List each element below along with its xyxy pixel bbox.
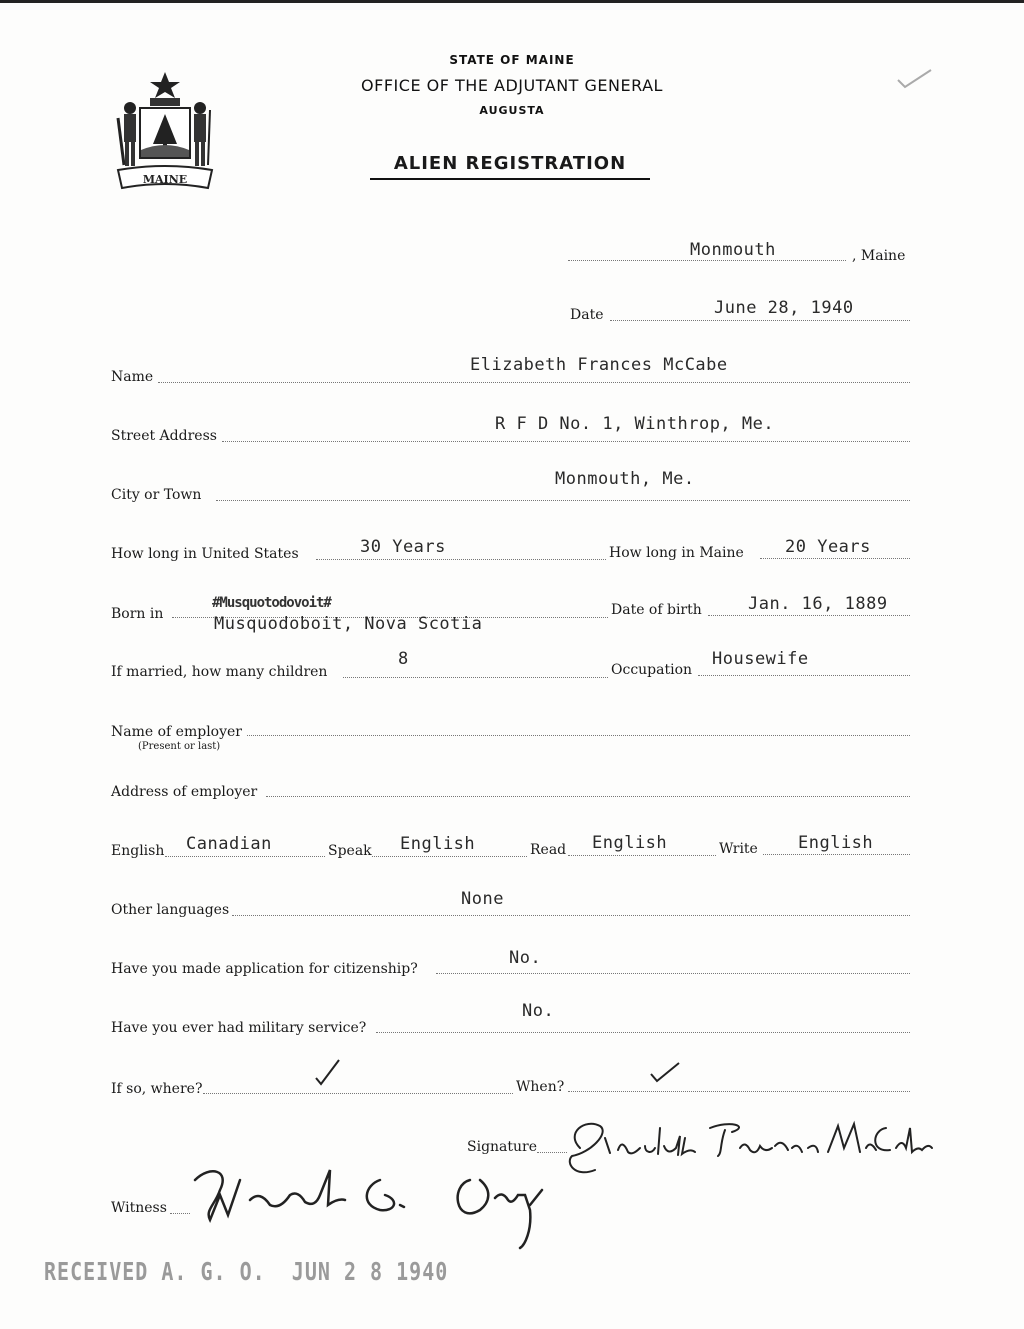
other-languages-label: Other languages <box>111 902 230 918</box>
name-label: Name <box>111 369 154 385</box>
when-label: When? <box>516 1079 565 1095</box>
location-line <box>568 260 846 261</box>
english-value: Canadian <box>186 834 272 854</box>
occupation-value: Housewife <box>712 649 809 669</box>
date-line <box>610 320 910 321</box>
speak-label: Speak <box>328 843 372 859</box>
children-value: 8 <box>398 649 409 669</box>
header-office: OFFICE OF THE ADJUTANT GENERAL <box>361 76 663 95</box>
read-line <box>568 855 716 856</box>
date-of-birth-line <box>708 615 910 616</box>
where-label: If so, where? <box>111 1081 203 1097</box>
city-line <box>216 500 910 501</box>
citizenship-value: No. <box>509 948 542 968</box>
street-label: Street Address <box>111 428 217 444</box>
witness-signature-handwriting <box>180 1150 570 1250</box>
military-label: Have you ever had military service? <box>111 1020 367 1036</box>
where-check-mark-icon <box>312 1058 342 1088</box>
other-languages-line <box>232 915 910 916</box>
children-label: If married, how many children <box>111 664 328 680</box>
write-line <box>763 854 910 855</box>
street-line <box>222 441 910 442</box>
employer-name-sublabel: (Present or last) <box>138 741 221 752</box>
speak-value: English <box>400 834 476 854</box>
when-line <box>568 1091 910 1092</box>
occupation-label: Occupation <box>611 662 693 678</box>
signature-label: Signature <box>467 1139 538 1155</box>
svg-text:MAINE: MAINE <box>142 173 188 186</box>
children-line <box>343 677 608 678</box>
received-stamp-text: RECEIVED A. G. O. <box>44 1256 266 1286</box>
born-in-value: Musquodoboit, Nova Scotia <box>214 614 483 634</box>
english-label: English <box>111 843 165 859</box>
employer-address-label: Address of employer <box>111 784 258 800</box>
how-long-us-label: How long in United States <box>111 546 299 562</box>
name-line <box>158 382 910 383</box>
employer-name-label: Name of employer <box>111 724 242 740</box>
date-of-birth-value: Jan. 16, 1889 <box>748 594 888 614</box>
date-of-birth-label: Date of birth <box>611 602 702 618</box>
speak-line <box>372 856 527 857</box>
born-in-label: Born in <box>111 606 164 622</box>
english-line <box>165 856 325 857</box>
date-label: Date <box>570 307 604 323</box>
when-check-mark-icon <box>648 1060 682 1086</box>
other-languages-value: None <box>461 889 504 909</box>
read-value: English <box>592 833 668 853</box>
military-line <box>376 1032 910 1033</box>
form-title: ALIEN REGISTRATION <box>370 153 650 180</box>
where-line <box>203 1093 513 1094</box>
citizenship-line <box>436 973 910 974</box>
received-stamp-date: JUN 2 8 1940 <box>291 1256 449 1286</box>
occupation-line <box>698 675 910 676</box>
read-label: Read <box>530 842 567 858</box>
military-value: No. <box>522 1001 555 1021</box>
how-long-maine-line <box>760 558 910 559</box>
employer-address-line <box>266 796 910 797</box>
header-city: AUGUSTA <box>479 104 545 117</box>
city-label: City or Town <box>111 487 202 503</box>
location-label: , Maine <box>852 248 906 264</box>
street-value: R F D No. 1, Winthrop, Me. <box>495 414 775 434</box>
signature-handwriting <box>560 1108 940 1188</box>
how-long-maine-label: How long in Maine <box>609 545 744 561</box>
write-value: English <box>798 833 874 853</box>
received-stamp <box>44 1256 448 1286</box>
employer-name-line <box>247 735 910 736</box>
how-long-us-line <box>316 559 606 560</box>
location-value: Monmouth <box>690 240 776 260</box>
citizenship-label: Have you made application for citizenship? <box>111 961 418 977</box>
header-state: STATE OF MAINE <box>449 53 575 67</box>
scan-edge <box>0 0 1024 3</box>
city-value: Monmouth, Me. <box>555 469 695 489</box>
witness-label: Witness <box>111 1200 167 1216</box>
how-long-maine-value: 20 Years <box>785 537 871 557</box>
write-label: Write <box>719 841 758 857</box>
born-in-struck-value: #Musquotodovoit# <box>212 595 331 611</box>
name-value: Elizabeth Frances McCabe <box>470 355 728 375</box>
date-value: June 28, 1940 <box>714 298 854 318</box>
how-long-us-value: 30 Years <box>360 537 446 557</box>
